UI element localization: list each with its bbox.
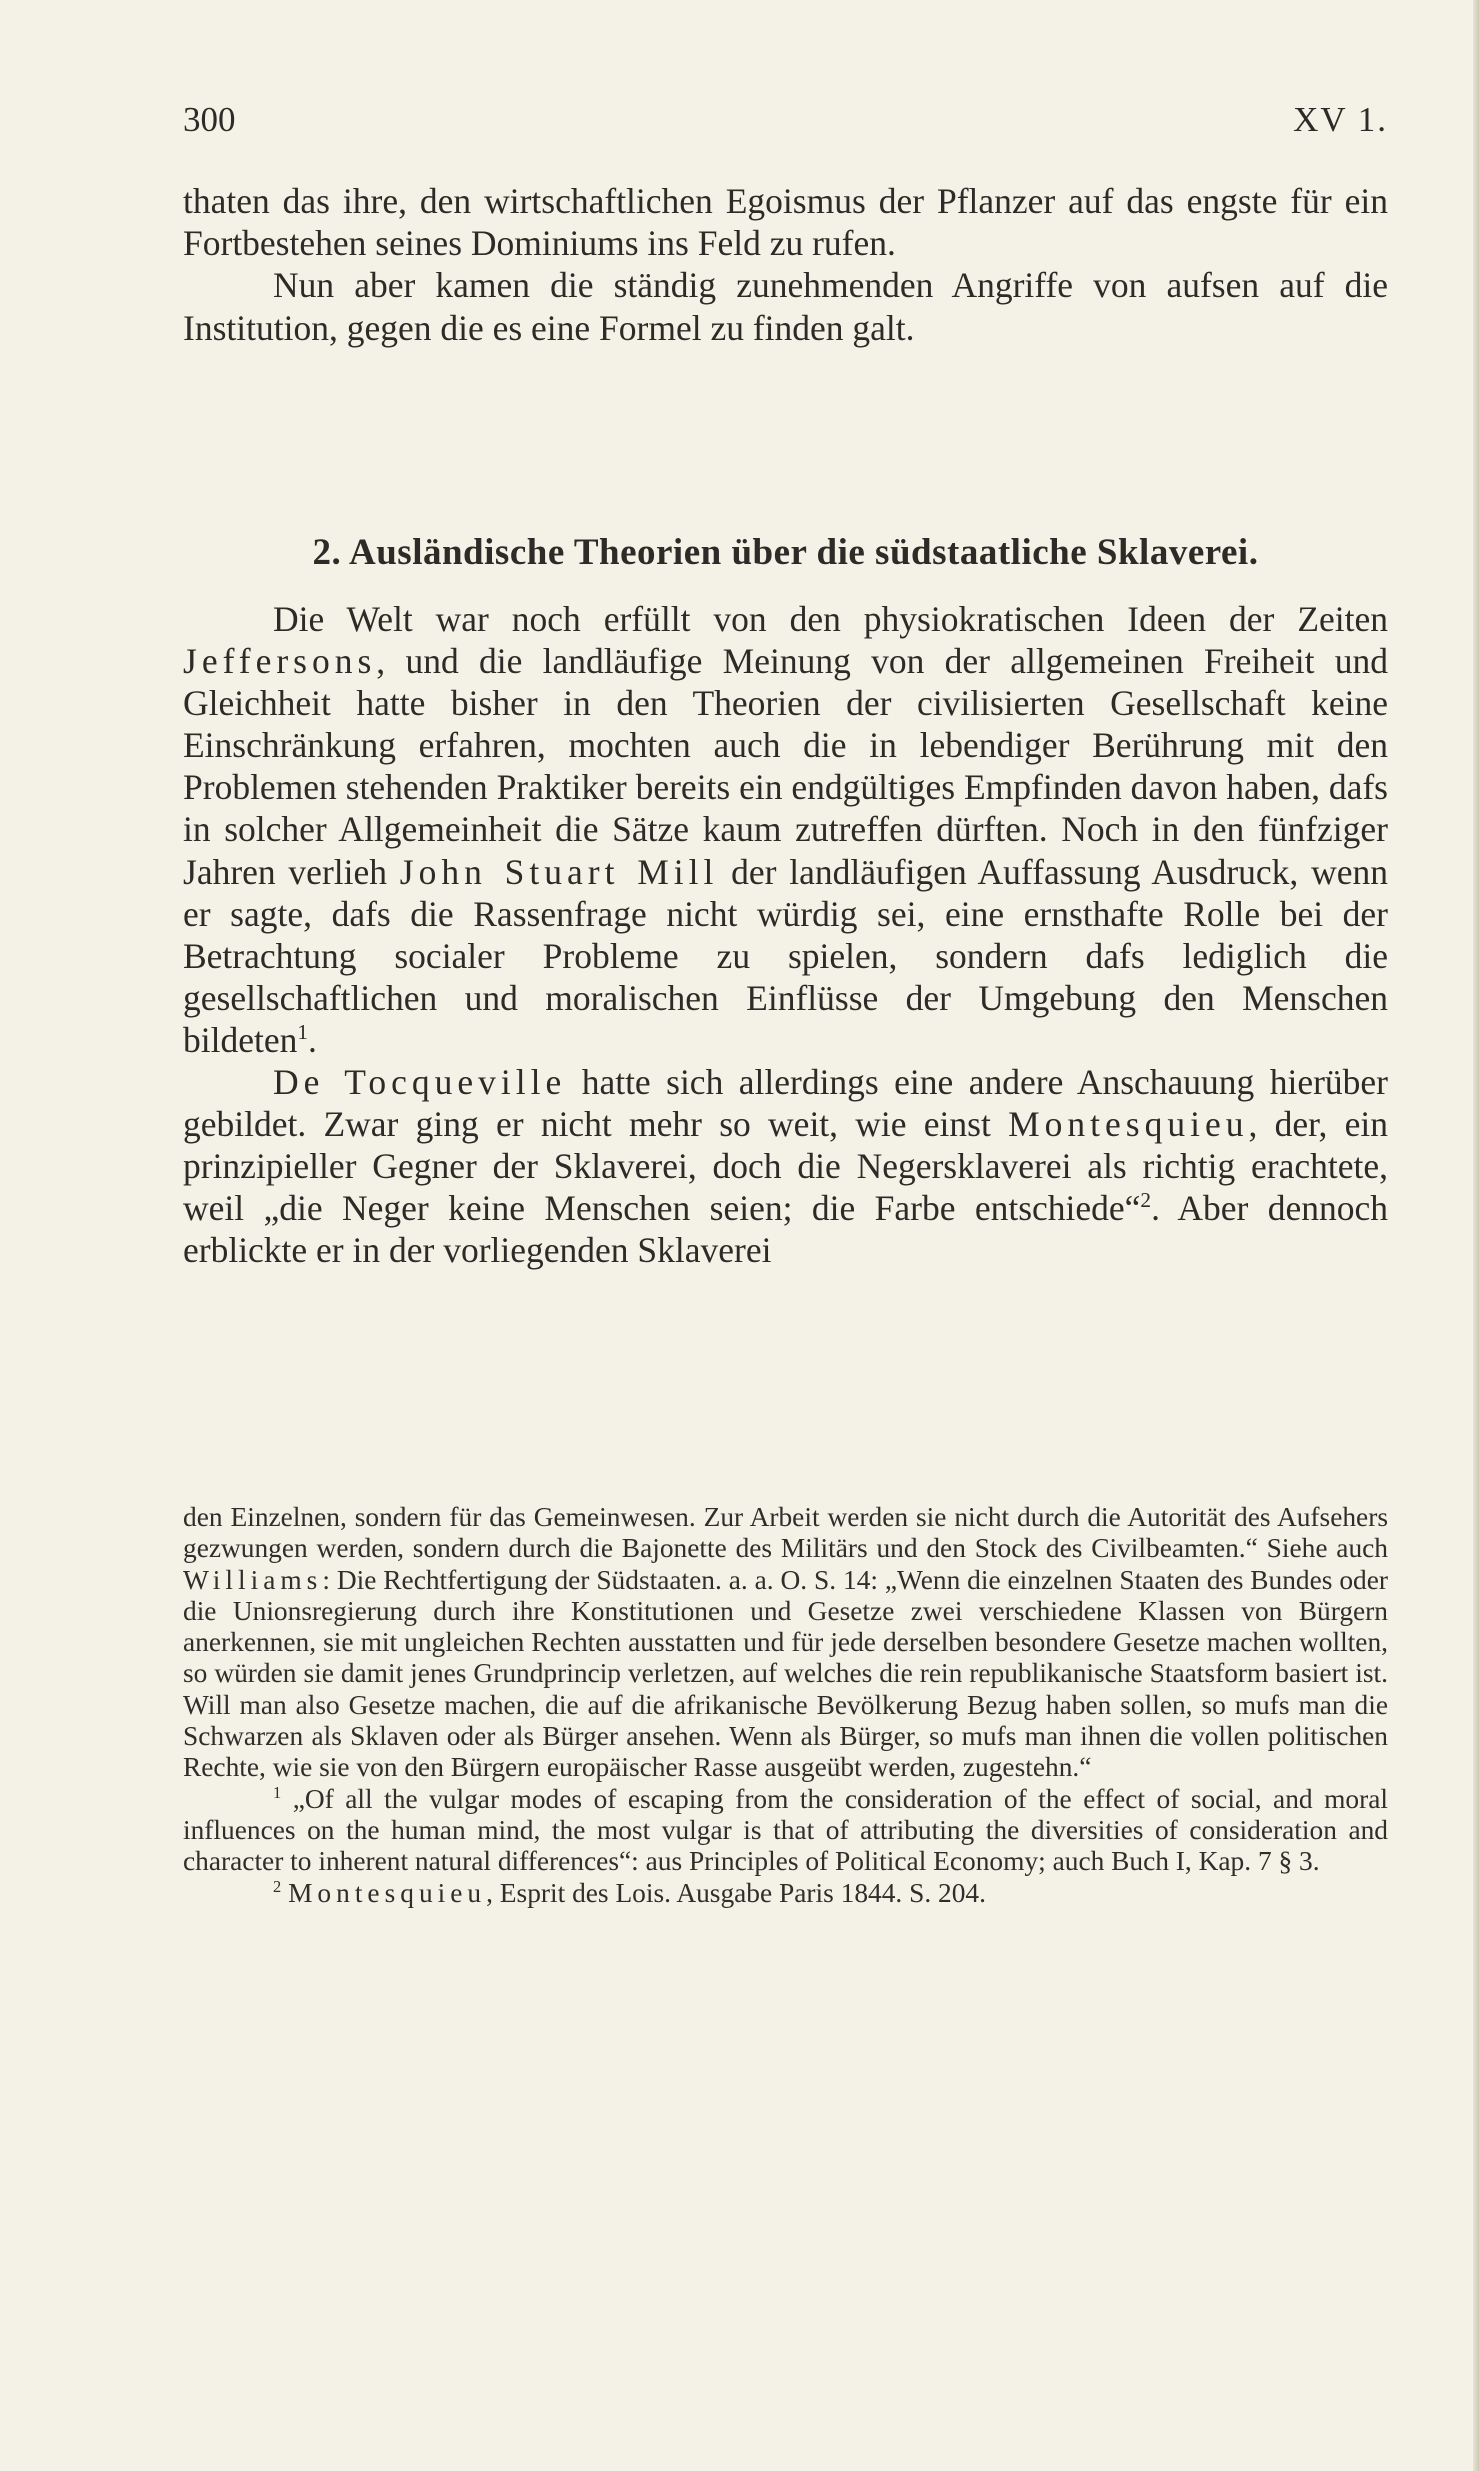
footnote-ref: 2 [1140,1188,1152,1213]
footnotes [183,1502,1388,1909]
footnote-2 [183,1878,1388,1909]
text-run: . [308,1019,317,1060]
person-name: De Tocqueville [273,1062,567,1103]
text-run: der landläufigen Auffassung Ausdruck, wenn er sagte, dafs die Rassenfrage nicht würdig sei, eine ernsthafte Rolle bei der Betrachtung socialer Probleme zu spielen, sondern dafs lediglich die gesellschaftlichen und moralischen Einflüsse der Umgebung den Menschen bildeten [183,851,1388,1060]
footnote-ref: 1 [297,1020,309,1045]
running-head: XV 1. [1293,100,1388,139]
intro-paragraph-2: Nun aber kamen die ständig zunehmenden Angriffe von aufsen auf die Institution, gegen die es eine Formel zu finden galt. [183,265,1388,348]
text-run: : Die Rechtfertigung der Südstaaten. a. a. O. S. 14: „Wenn die einzelnen Staaten des Bundes oder die Unionsregierung durch ihre Konstitutionen und Gesetze zwei verschiedene Klassen von Bürgern anerkennen, sie mit ungleichen Rechten ausstatten und für jede derselben besondere Gesetze machen wollten, so würden sie damit jenes Grundprincip verletzen, auf welches die rein republikanische Staatsform basiert ist. Will man also Gesetze machen, die auf die afrikanische Bevölkerung Bezug haben sollen, so mufs man die Schwarzen als Sklaven oder als Bürger ansehen. Wenn als Bürger, so mufs man ihnen die vollen politischen Rechte, wie sie von den Bürgern europäischer Rasse ausgeübt werden, zugestehn.“ [183,1564,1388,1783]
person-name: Jeffersons [183,641,377,682]
footnote-mark: 2 [273,1876,282,1896]
person-name: Montesquieu [288,1877,487,1908]
person-name: Montesquieu [1008,1104,1249,1145]
footnote-text: „Of all the vulgar modes of escaping from the consideration of the effect of social, and moral influences on the human mind, the most vulgar is that of attributing the diversities of consideration and character to inherent natural differences“: aus Principles of Political Economy; auch Buch I, Kap. 7 § 3. [183,1783,1388,1877]
text-run: hatte sich allerdings eine andere Anschauung hierüber gebildet. Zwar ging er nicht mehr so weit, wie einst [183,1062,1388,1145]
footnote-text: , Esprit des Lois. Ausgabe Paris 1844. S. 204. [486,1877,986,1908]
text-run: , der, ein prinzipieller Gegner der Sklaverei, doch die Negersklaverei als richtig erachtete, weil „die Neger keine Menschen seien; die Farbe entschiede“ [183,1104,1389,1229]
page-number: 300 [183,100,236,139]
intro-paragraph-1: thaten das ihre, den wirtschaftlichen Egoismus der Pflanzer auf das engste für ein Fortbestehen seines Dominiums ins Feld zu rufen. [183,181,1388,264]
page-edge [1473,0,1479,2471]
footnote-mark: 1 [273,1782,282,1802]
section-paragraph-1 [183,598,1388,1061]
section-heading: 2. Ausländische Theorien über die südstaatliche Sklaverei. [312,532,1259,573]
person-name: John Stuart Mill [399,851,719,892]
text-run: Die Welt war noch erfüllt von den physiokratischen Ideen der Zeiten [273,599,1388,639]
person-name: Williams [183,1564,323,1595]
intro-text [183,180,1388,349]
text-run: . Aber dennoch erblickte er in der vorliegenden Sklaverei [183,1188,1388,1271]
footnote-1 [183,1784,1388,1878]
text-run: , und die landläufige Meinung von der allgemeinen Freiheit und Gleichheit hatte bisher in den Theorien der civilisierten Gesellschaft keine Einschränkung erfahren, mochten auch die in lebendiger Berührung mit den Problemen stehenden Praktiker bereits ein endgültiges Empfinden davon haben, dafs in solcher Allgemeinheit die Sätze kaum zutreffen dürften. Noch in den fünfziger Jahren verlieh [183,641,1388,892]
text-run: den Einzelnen, sondern für das Gemeinwesen. Zur Arbeit werden sie nicht durch die Autorität des Aufsehers gezwungen werden, sondern durch die Bajonette des Militärs und den Stock des Civilbeamten.“ Siehe auch [183,1502,1388,1564]
section-text [183,598,1388,1272]
page-header [183,100,1388,146]
footnote-continuation [183,1502,1388,1784]
section-paragraph-2 [183,1061,1388,1271]
